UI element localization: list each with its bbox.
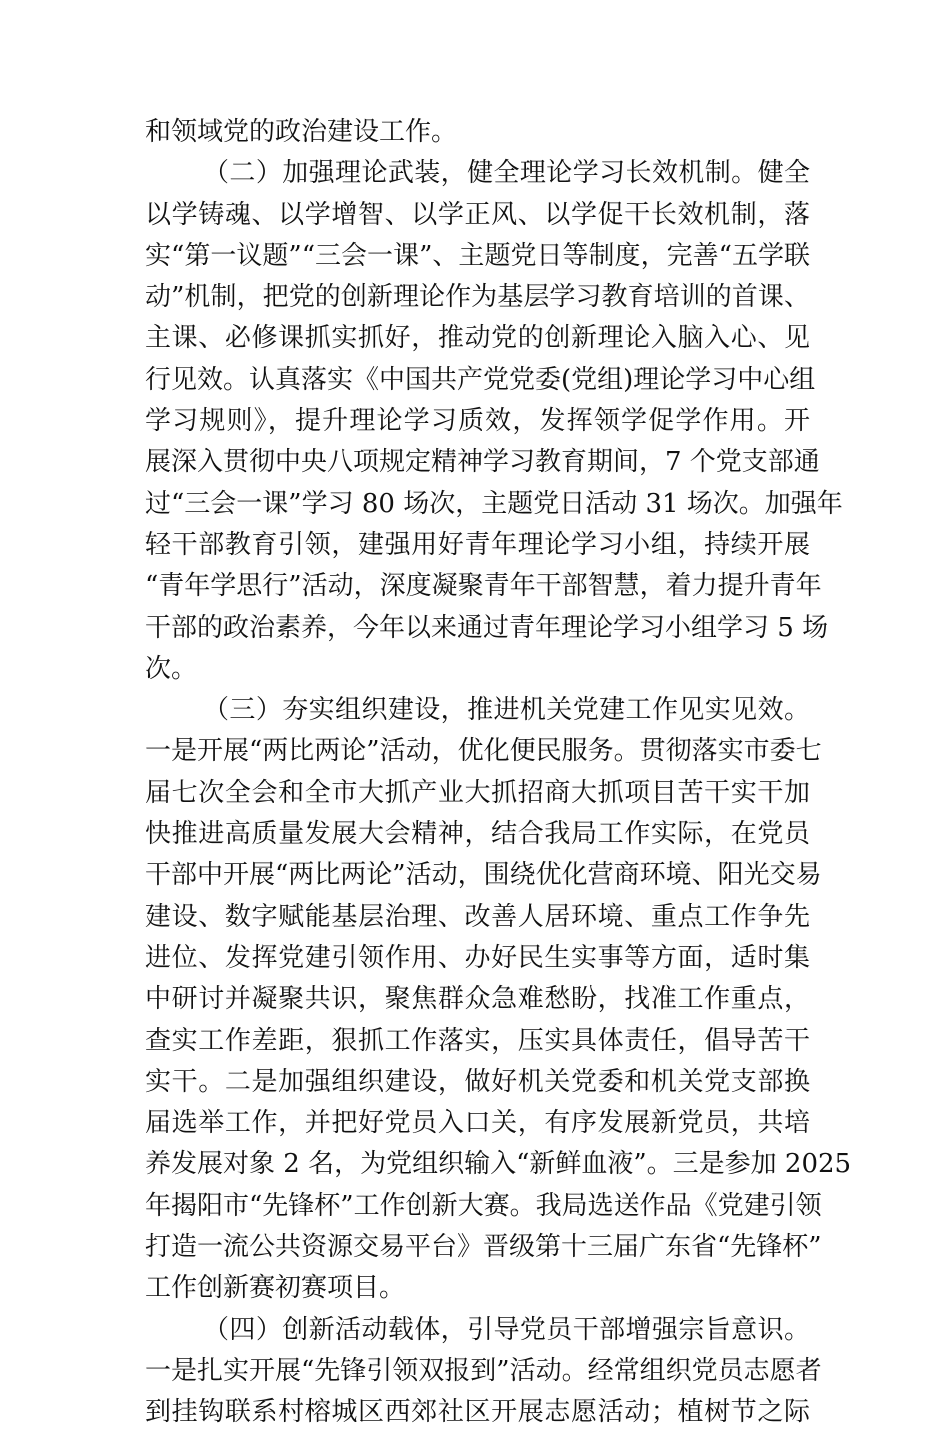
text-line: 进位、发挥党建引领作用、办好民生实事等方面，适时集 bbox=[145, 942, 810, 973]
text-line: 动”机制，把党的创新理论作为基层学习教育培训的首课、 bbox=[145, 282, 810, 313]
document-body bbox=[145, 112, 852, 1434]
text-line: 行见效。认真落实《中国共产党党委(党组)理论学习中心组 bbox=[145, 364, 816, 395]
text-line: 轻干部教育引领，建强用好青年理论学习小组，持续开展 bbox=[145, 529, 810, 560]
section-heading-4: （四）创新活动载体，引导党员干部增强宗旨意识。 bbox=[203, 1314, 810, 1345]
section-heading-3: （三）夯实组织建设，推进机关党建工作见实见效。 bbox=[203, 695, 810, 726]
text-line: 实干。二是加强组织建设，做好机关党委和机关党支部换 bbox=[145, 1066, 810, 1097]
text-line: 建设、数字赋能基层治理、改善人居环境、重点工作争先 bbox=[145, 901, 810, 932]
text-line: 主课、必修课抓实抓好，推动党的创新理论入脑入心、见 bbox=[145, 323, 810, 354]
text-line: 中研讨并凝聚共识，聚焦群众急难愁盼，找准工作重点， bbox=[145, 984, 810, 1015]
text-line: 届选举工作，并把好党员入口关，有序发展新党员，共培 bbox=[145, 1108, 810, 1139]
text-line: 次。 bbox=[145, 653, 198, 684]
text-line: 和领域党的政治建设工作。 bbox=[145, 117, 458, 147]
text-line: 年揭阳市“先锋杯”工作创新大赛。我局选送作品《党建引领 bbox=[145, 1190, 822, 1221]
text-line: 过“三会一课”学习 80 场次，主题党日活动 31 场次。加强年 bbox=[145, 488, 843, 519]
text-line: 一是扎实开展“先锋引领双报到”活动。经常组织党员志愿者 bbox=[145, 1355, 822, 1386]
text-line: 展深入贯彻中央八项规定精神学习教育期间，7 个党支部通 bbox=[145, 447, 820, 478]
text-line: 快推进高质量发展大会精神，结合我局工作实际，在党员 bbox=[145, 819, 810, 850]
text-line: 到挂钩联系村榕城区西郊社区开展志愿活动；植树节之际 bbox=[145, 1397, 810, 1428]
text-line: 学习规则》，提升理论学习质效，发挥领学促学作用。开 bbox=[145, 406, 810, 437]
text-line: 实“第一议题”“三会一课”、主题党日等制度，完善“五学联 bbox=[145, 240, 810, 271]
text-line: 干部的政治素养，今年以来通过青年理论学习小组学习 5 场 bbox=[145, 612, 829, 643]
text-line: 干部中开展“两比两论”活动，围绕优化营商环境、阳光交易 bbox=[145, 860, 822, 891]
text-line: 工作创新赛初赛项目。 bbox=[145, 1273, 406, 1304]
section-heading-2: （二）加强理论武装，健全理论学习长效机制。健全 bbox=[203, 158, 810, 189]
text-line: 一是开展“两比两论”活动，优化便民服务。贯彻落实市委七 bbox=[145, 736, 822, 767]
text-line: 养发展对象 2 名，为党组织输入“新鲜血液”。三是参加 2025 bbox=[145, 1149, 852, 1180]
text-line: 以学铸魂、以学增智、以学正风、以学促干长效机制，落 bbox=[145, 199, 810, 230]
text-line: 查实工作差距，狠抓工作落实，压实具体责任，倡导苦干 bbox=[145, 1025, 810, 1056]
text-line: 届七次全会和全市大抓产业大抓招商大抓项目苦干实干加 bbox=[145, 777, 810, 808]
text-line: 打造一流公共资源交易平台》晋级第十三届广东省“先锋杯” bbox=[145, 1232, 822, 1263]
text-line: “青年学思行”活动，深度凝聚青年干部智慧，着力提升青年 bbox=[145, 571, 822, 602]
